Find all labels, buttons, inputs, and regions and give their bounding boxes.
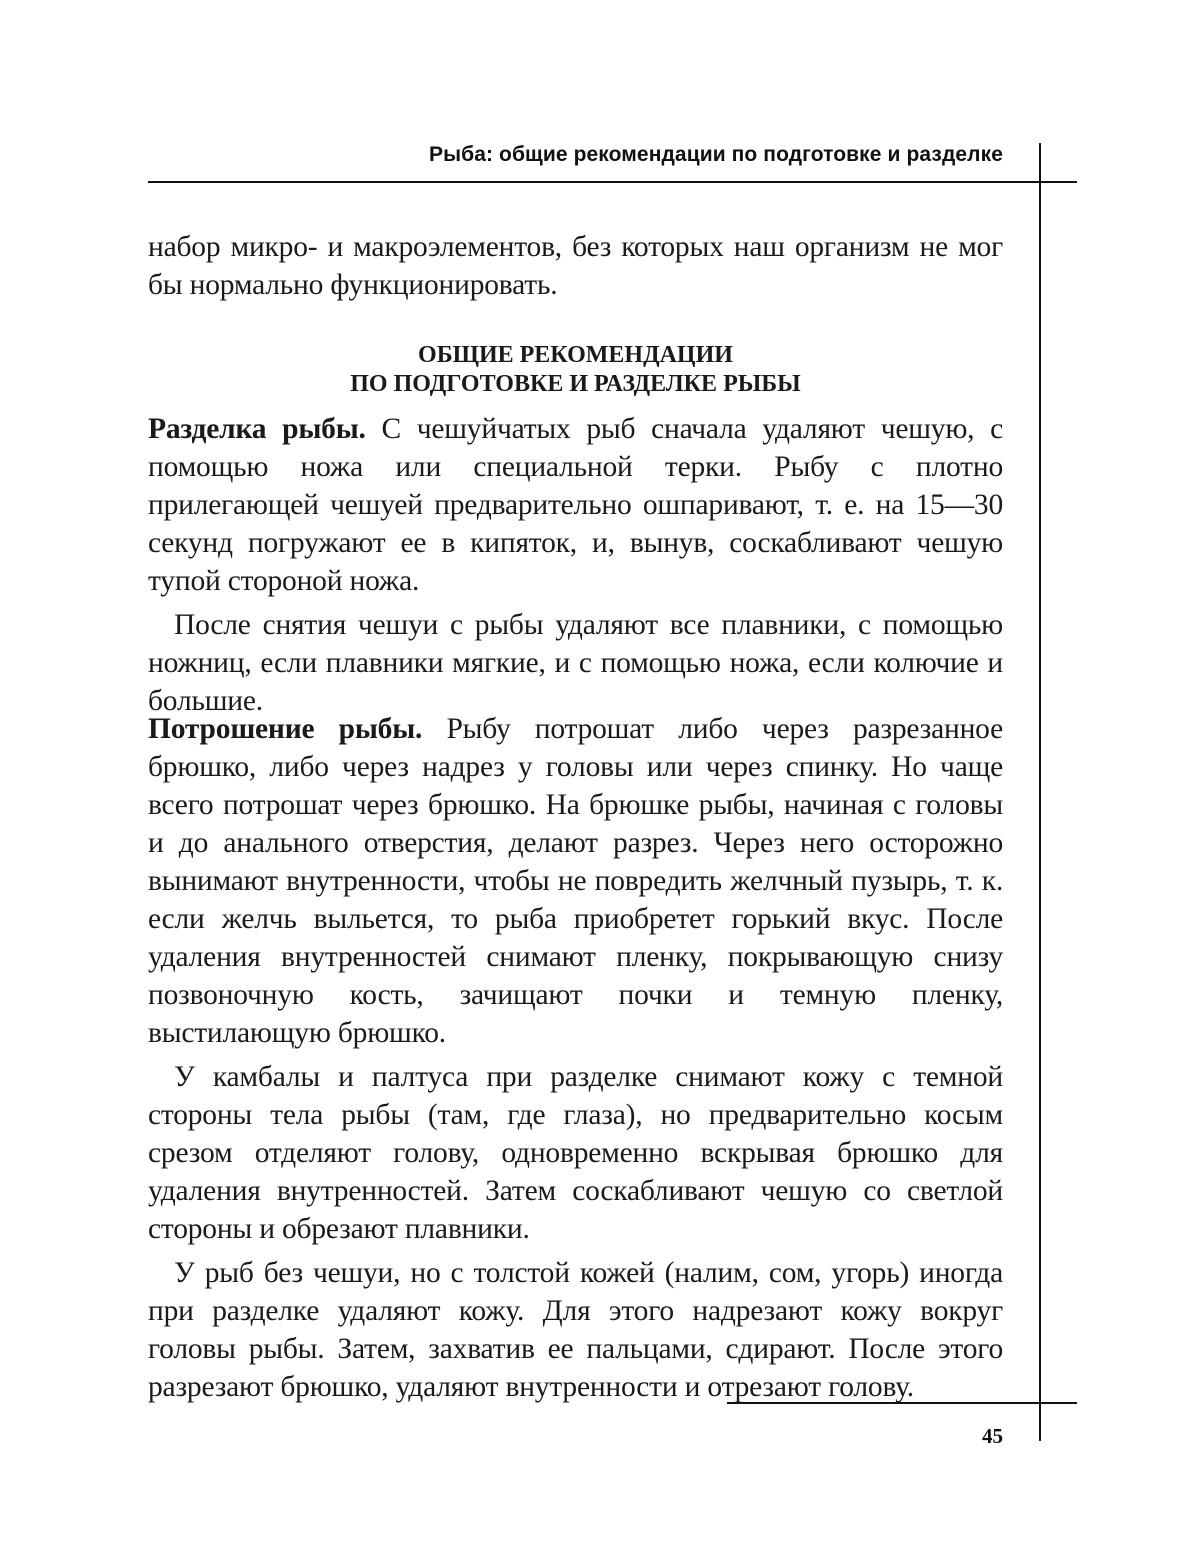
intro-text: набор микро- и макроэлементов, без которых наш организм не мог бы нормально функционировать. bbox=[148, 231, 1003, 301]
vertical-rule-top bbox=[1039, 143, 1041, 1403]
potroshenie-text-1: Рыбу потрошат либо через разрезанное брюшко, либо через надрез у головы или через спинку. Но чаще всего потрошат через брюшко. На брюшке рыбы, начиная с головы и до анального отверстия, делают разрез. Через него осторожно вынимают внутренности, чтобы не повредить желчный пузырь, т. к. если желчь выльется, то рыба приобретет горький вкус. После удаления внутренностей снимают пленку, покрывающую снизу позвоночную кость, зачищают почки и темную пленку, выстилающую брюшко. bbox=[148, 713, 1003, 1049]
running-head: Рыба: общие рекомендации по подготовке и разделке bbox=[429, 143, 1003, 166]
razdelka-text-1: С чешуйчатых рыб сначала удаляют чешую, с помощью ножа или специальной терки. Рыбу с плотно прилегающей чешуей предварительно ошпаривают, т. е. на 15—30 секунд погружают ее в кипяток, и, вынув, соскабливают чешую тупой стороной ножа. bbox=[148, 413, 1003, 597]
razdelka-paragraph-2: После снятия чешуи с рыбы удаляют все плавники, с помощью ножниц, если плавники мягкие, и с помощью ножа, если колючие и большие. bbox=[148, 609, 1003, 717]
intro-paragraph bbox=[148, 228, 1003, 304]
header-rule bbox=[148, 181, 1077, 183]
potroshenie-paragraph-3: У рыб без чешуи, но с толстой кожей (налим, сом, угорь) иногда при разделке удаляют кожу. Для этого надрезают кожу вокруг головы рыбы. Затем, захватив ее пальцами, сдирают. После этого разрезают брюшко, удаляют внутренности и отрезают голову. bbox=[148, 1257, 1003, 1403]
potroshenie-paragraph-1 bbox=[148, 710, 1003, 1052]
section-heading-line-1: ОБЩИЕ РЕКОМЕНДАЦИИ bbox=[418, 342, 733, 368]
razdelka-paragraph-1 bbox=[148, 410, 1003, 600]
potroshenie-runin: Потрошение рыбы. bbox=[148, 713, 423, 745]
section-heading bbox=[148, 341, 1003, 399]
potroshenie-section bbox=[148, 710, 1003, 1406]
razdelka-runin: Разделка рыбы. bbox=[148, 413, 366, 445]
section-heading-line-2: ПО ПОДГОТОВКЕ И РАЗДЕЛКЕ РЫБЫ bbox=[350, 371, 801, 397]
potroshenie-paragraph-2: У камбалы и палтуса при разделке снимают кожу с темной стороны тела рыбы (там, где глаза), но предварительно косым срезом отделяют голову, одновременно вскрывая брюшко для удаления внутренностей. Затем соскабливают чешую со светлой стороны и обрезают плавники. bbox=[148, 1061, 1003, 1245]
razdelka-section bbox=[148, 410, 1003, 720]
page-number: 45 bbox=[982, 1424, 1003, 1448]
vertical-rule-bottom bbox=[1039, 1403, 1041, 1441]
